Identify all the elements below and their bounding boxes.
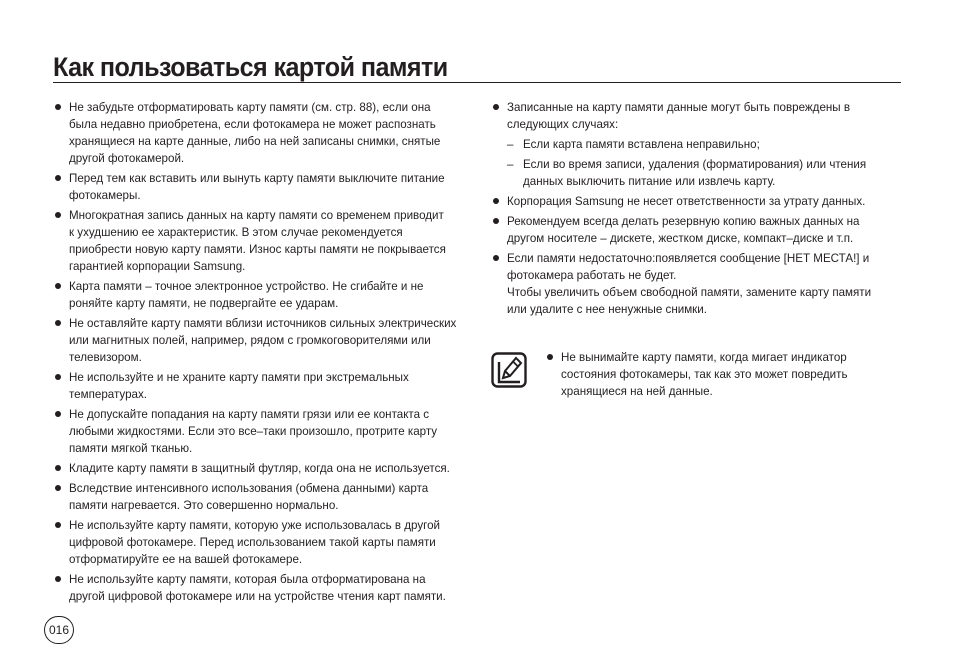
- text-line: температурах.: [69, 388, 147, 401]
- text-line: Перед тем как вставить или вынуть карту памяти выключите питание: [69, 172, 445, 185]
- text-line: другом носителе – дискете, жестком диске, компакт–диске и т.п.: [507, 232, 854, 245]
- list-item: [491, 99, 891, 190]
- text-line: или удалите с нее ненужные снимки.: [507, 303, 707, 316]
- right-bullet-list: [491, 99, 891, 318]
- text-line: памяти мягкой тканью.: [69, 442, 193, 455]
- dash-item: [507, 136, 891, 153]
- list-item: [53, 278, 468, 312]
- text-line: – Если карта памяти вставлена неправильно;: [523, 138, 760, 151]
- text-line: к ухудшению ее характеристик. В этом случае рекомендуется: [69, 226, 403, 239]
- text-line: – Если во время записи, удаления (форматирования) или чтения: [523, 158, 867, 171]
- text-line: Не используйте карту памяти, которая была отформатирована на: [69, 573, 426, 586]
- text-line: Рекомендуем всегда делать резервную копию важных данных на: [507, 215, 860, 228]
- text-line: или магнитных полей, например, рядом с громкоговорителями или: [69, 334, 431, 347]
- note-text: [545, 349, 875, 403]
- list-item: [53, 99, 468, 167]
- left-column: [53, 99, 468, 608]
- text-line: Не используйте и не храните карту памяти при экстремальных: [69, 371, 409, 384]
- text-line: Если памяти недостаточно:появляется сообщение [НЕТ МЕСТА!] и: [507, 252, 870, 265]
- text-line: данных выключить питание или извлечь карту.: [523, 175, 776, 188]
- text-line: была недавно приобретена, если фотокамера не может распознать: [69, 118, 436, 131]
- text-line: хранящиеся на карте данные, либо на ней записаны снимки, снятые: [69, 135, 441, 148]
- text-line: отформатируйте ее на вашей фотокамере.: [69, 553, 303, 566]
- note-pencil-icon: [491, 352, 527, 388]
- text-line: Не вынимайте карту памяти, когда мигает индикатор: [561, 351, 847, 364]
- text-line: Не используйте карту памяти, которую уже использовалась в другой: [69, 519, 441, 532]
- list-item: [53, 207, 468, 275]
- text-line: фотокамера работать не будет.: [507, 269, 677, 282]
- list-item: [491, 250, 891, 318]
- text-line: приобрести новую карту памяти. Износ карты памяти не покрывается: [69, 243, 446, 256]
- list-item: [545, 349, 875, 400]
- list-item: [53, 170, 468, 204]
- text-line: памяти нагревается. Это совершенно нормально.: [69, 499, 339, 512]
- list-item: [53, 315, 468, 366]
- page-title: Как пользоваться картой памяти: [53, 52, 448, 82]
- list-item: [53, 460, 468, 477]
- list-item: [53, 480, 468, 514]
- text-line: Чтобы увеличить объем свободной памяти, замените карту памяти: [507, 286, 872, 299]
- text-line: телевизором.: [69, 351, 142, 364]
- text-line: гарантией корпорации Samsung.: [69, 260, 246, 273]
- text-line: следующих случаях:: [507, 118, 619, 131]
- text-line: хранящиеся на ней данные.: [561, 385, 713, 398]
- dash-item: [507, 156, 891, 190]
- note-bullet-list: [545, 349, 875, 400]
- text-line: Корпорация Samsung не несет ответственности за утрату данных.: [507, 195, 866, 208]
- list-item: [53, 517, 468, 568]
- list-item: [491, 193, 891, 210]
- page-number: 016: [44, 616, 74, 644]
- text-line: роняйте карту памяти, не подвергайте ее ударам.: [69, 297, 339, 310]
- text-line: фотокамеры.: [69, 189, 141, 202]
- text-line: Записанные на карту памяти данные могут быть повреждены в: [507, 101, 851, 114]
- text-line: цифровой фотокамере. Перед использованием такой карты памяти: [69, 536, 436, 549]
- text-line: Карта памяти – точное электронное устройство. Не сгибайте и не: [69, 280, 424, 293]
- text-line: Не забудьте отформатировать карту памяти (см. стр. 88), если она: [69, 101, 431, 114]
- text-line: Кладите карту памяти в защитный футляр, когда она не используется.: [69, 462, 450, 475]
- text-line: другой фотокамерой.: [69, 152, 185, 165]
- text-line: состояния фотокамеры, так как это может повредить: [561, 368, 848, 381]
- list-item: [53, 369, 468, 403]
- right-column: [491, 99, 891, 321]
- list-item: [53, 406, 468, 457]
- text-line: Не допускайте попадания на карту памяти грязи или ее контакта с: [69, 408, 430, 421]
- left-bullet-list: [53, 99, 468, 605]
- text-line: Вследствие интенсивного использования (обмена данными) карта: [69, 482, 429, 495]
- text-line: другой цифровой фотокамере или на устройстве чтения карт памяти.: [69, 590, 446, 603]
- text-line: Не оставляйте карту памяти вблизи источников сильных электрических: [69, 317, 457, 330]
- dash-sublist: [507, 136, 891, 190]
- text-line: Многократная запись данных на карту памяти со временем приводит: [69, 209, 444, 222]
- title-divider: [53, 82, 901, 83]
- text-line: любыми жидкостями. Если это все–таки произошло, протрите карту: [69, 425, 438, 438]
- list-item: [53, 571, 468, 605]
- list-item: [491, 213, 891, 247]
